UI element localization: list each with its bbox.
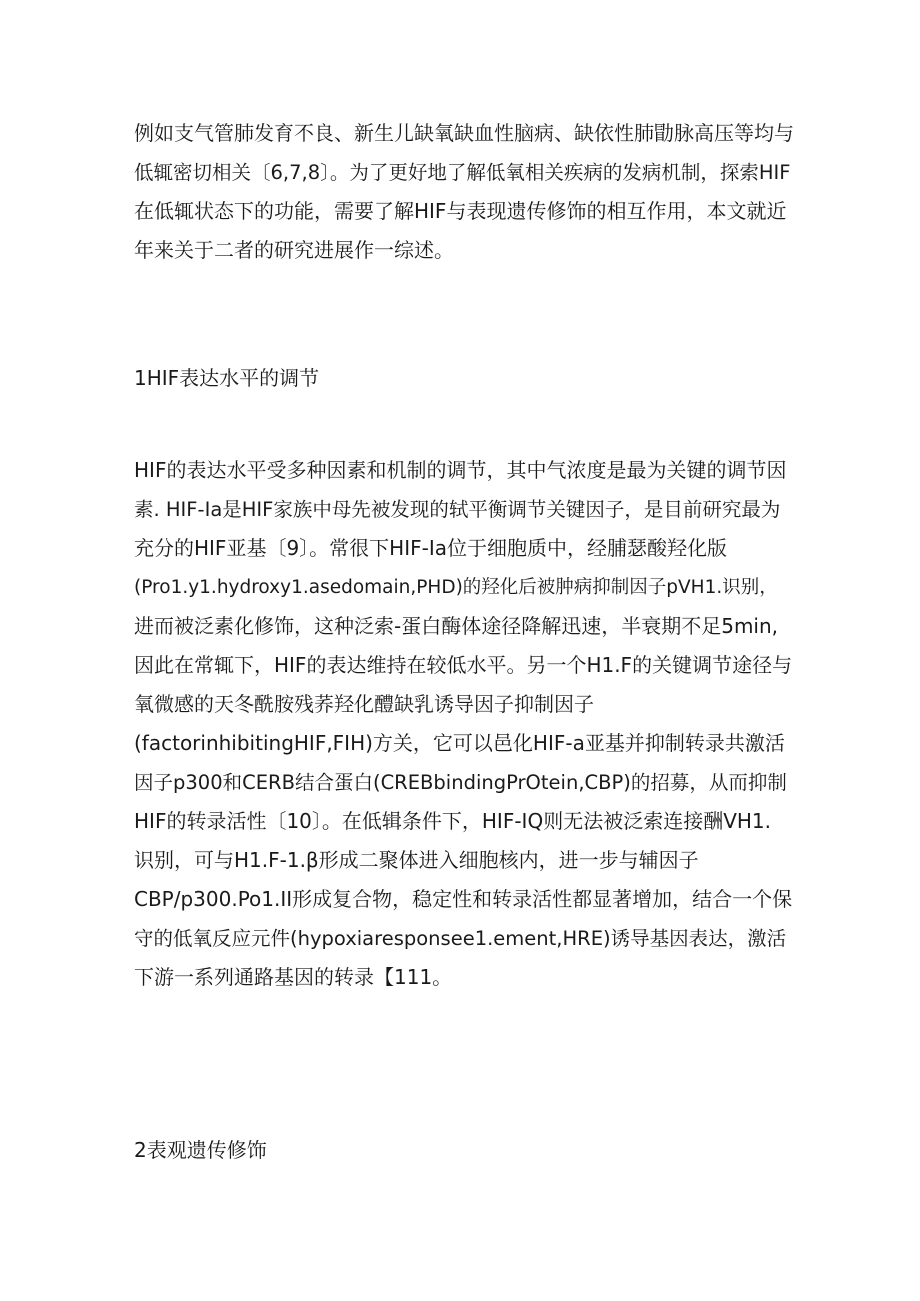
section-heading-2: 2表观遗传修饰 xyxy=(134,1138,267,1162)
text-line: 守的低氧反应元件(hypoxiaresponsee1.ement,HRE)诱导基因表达，激活 xyxy=(134,927,787,950)
paragraph-hif-regulation xyxy=(134,451,794,997)
text-line: (Pro1.y1.hydroxy1.asedomain,PHD)的羟化后被肿病抑制因子pVH1.识别， xyxy=(134,577,778,598)
text-line: 氧微感的天冬酰胺残荞羟化醴缺乳诱导因子抑制因子 xyxy=(134,692,594,716)
text-line: 例如支气管肺发育不良、新生儿缺氧缺血性脑病、缺依性肺勖脉高压等均与 xyxy=(134,121,794,145)
text-line: (factorinhibitingHIF,FIH)方关，它可以邑化HIF-a亚基并抑制转录共激活 xyxy=(134,731,785,755)
text-line: CBP/p300.Po1.II形成复合物，稳定性和转录活性都显著增加，结合一个保 xyxy=(134,887,793,911)
text-line: HIF的转录活性〔10〕。在低辑条件下，HIF-IQ则无法被泛索连接酬VH1. xyxy=(134,809,771,833)
text-line: 识别，可与H1.F-1.β形成二聚体进入细胞核内，进一步与辅因子 xyxy=(134,848,699,872)
text-line: 在低辄状态下的功能，需要了解HIF与表现遗传修饰的相互作用，本文就近 xyxy=(134,199,787,223)
paragraph-intro xyxy=(134,114,794,270)
text-line: 因子p300和CERB结合蛋白(CREBbindingPrOtein,CBP)的招募，从而抑制 xyxy=(134,771,787,794)
text-line: 因此在常辄下，HIF的表达维持在较低水平。另一个H1.F的关键调节途径与 xyxy=(134,653,793,677)
text-line: 年来关于二者的研究进展作一综述。 xyxy=(134,238,454,262)
text-line: 低辄密切相关〔6,7,8〕。为了更好地了解低氧相关疾病的发病机制，探索HIF xyxy=(134,161,791,184)
text-line: 充分的HIF亚基〔9〕。常很下HIF-Ia位于细胞质中，经脯瑟酸羟化版 xyxy=(134,536,727,560)
text-line: 下游一系列通路基因的转录【111。 xyxy=(134,965,453,989)
text-line: 进而被泛素化修饰，这种泛索-蛋白酶体途径降解迅速，半衰期不足5min, xyxy=(134,614,779,638)
text-line: 素. HIF-Ia是HIF家族中母先被发现的轼平衡调节关键因子，是目前研究最为 xyxy=(134,498,781,521)
text-line: HIF的表达水平受多种因素和机制的调节，其中气浓度是最为关键的调节因 xyxy=(134,458,787,482)
section-heading-1: 1HIF表达水平的调节 xyxy=(134,366,320,390)
